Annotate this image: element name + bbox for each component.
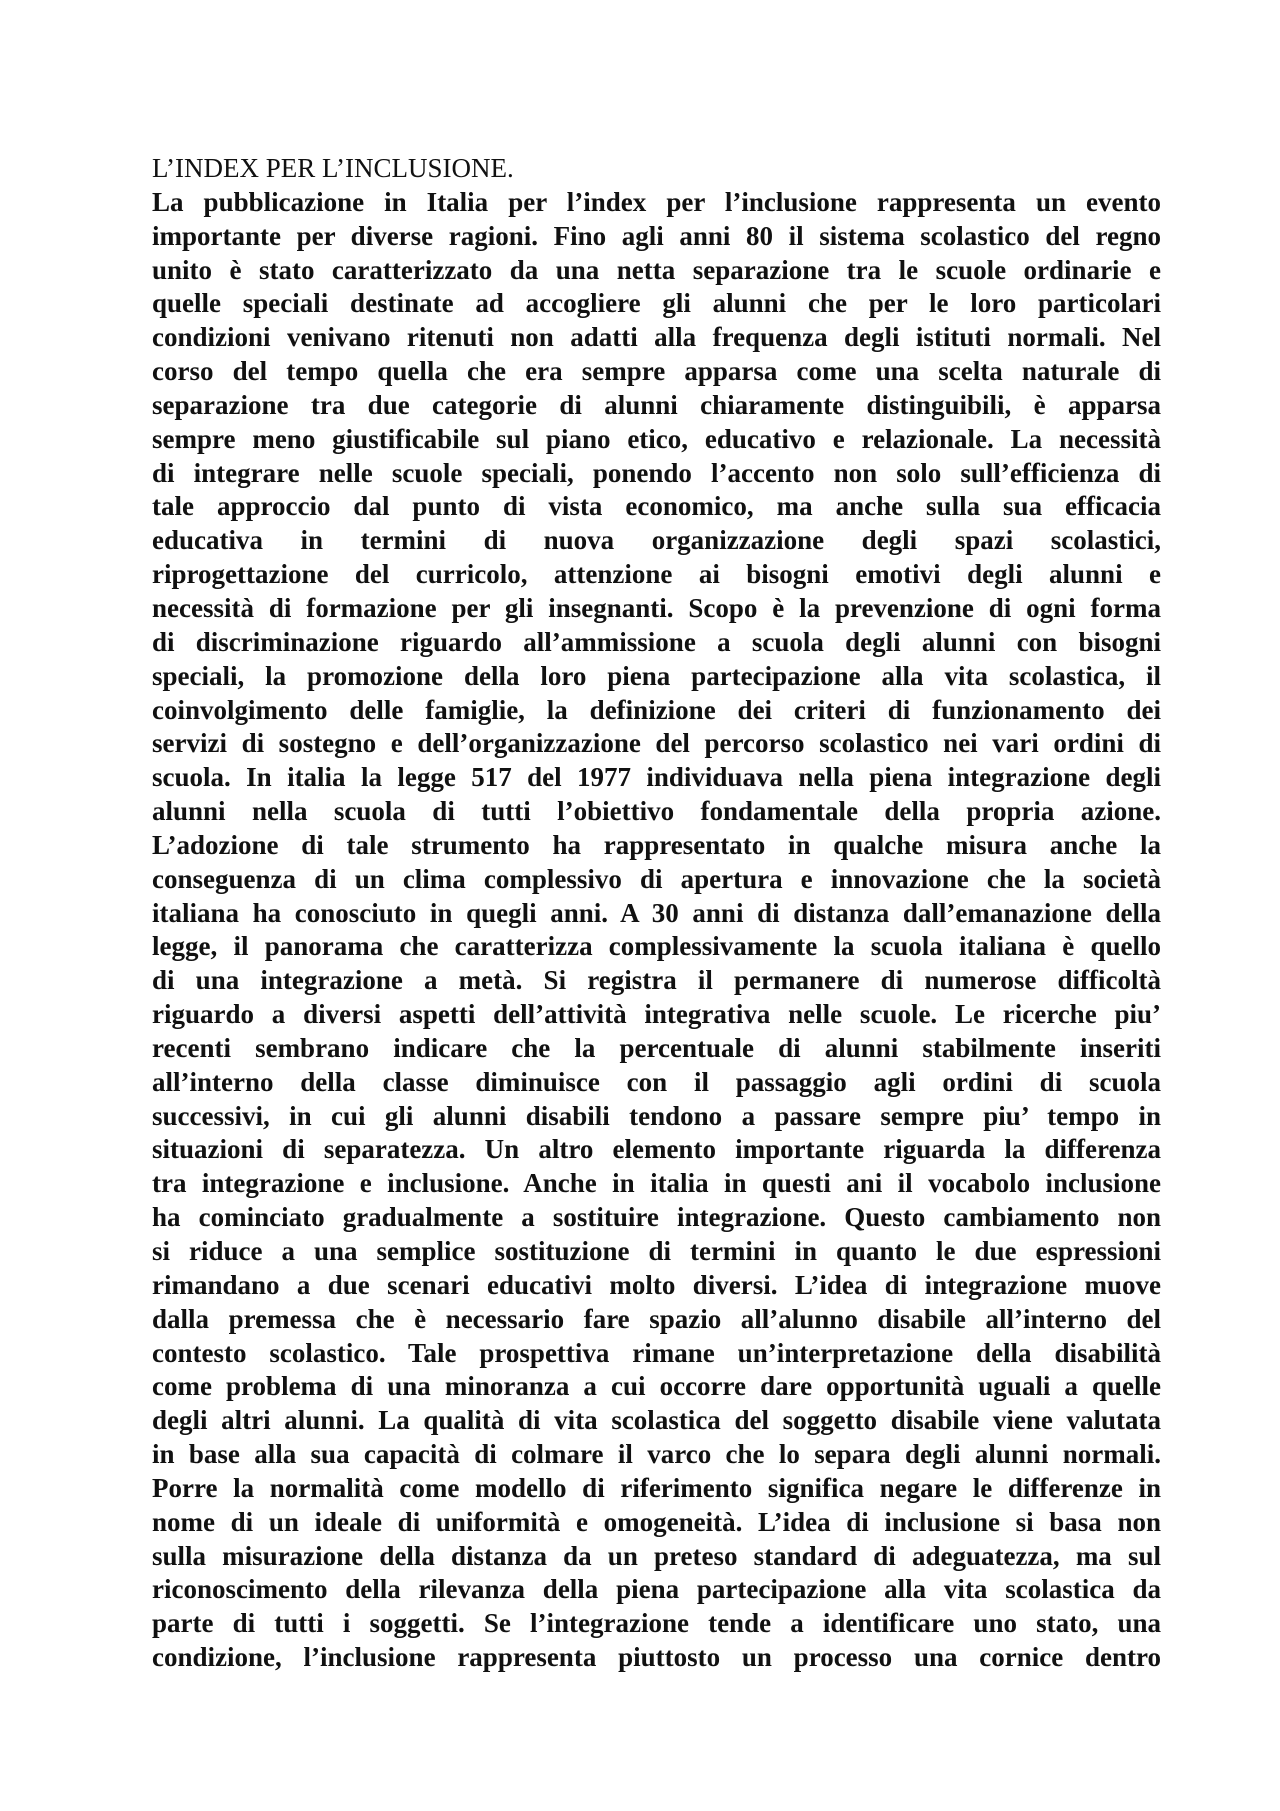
body-line: necessità di formazione per gli insegnanti. Scopo è la prevenzione di ogni forma: [152, 592, 1161, 623]
body-line: scuola. In italia la legge 517 del 1977 individuava nella piena integrazione degli: [152, 762, 1161, 793]
body-line: riconoscimento della rilevanza della piena partecipazione alla vita scolastica da: [152, 1574, 1161, 1605]
body-line: condizioni venivano ritenuti non adatti alla frequenza degli istituti normali. Nel: [152, 322, 1161, 353]
body-line: condizione, l’inclusione rappresenta piuttosto un processo una cornice dentro: [152, 1642, 1161, 1673]
body-line: importante per diverse ragioni. Fino agli anni 80 il sistema scolastico del regno: [152, 220, 1161, 251]
body-line: tra integrazione e inclusione. Anche in italia in questi ani il vocabolo inclusione: [152, 1168, 1161, 1199]
body-line: contesto scolastico. Tale prospettiva rimane un’interpretazione della disabilità: [152, 1337, 1161, 1368]
body-line: rimandano a due scenari educativi molto diversi. L’idea di integrazione muove: [152, 1269, 1161, 1300]
body-line: alunni nella scuola di tutti l’obiettivo fondamentale della propria azione.: [152, 796, 1161, 827]
body-line: riprogettazione del curricolo, attenzione ai bisogni emotivi degli alunni e: [152, 559, 1161, 590]
document-title: L’INDEX PER L’INCLUSIONE.: [152, 153, 514, 183]
body-line: speciali, la promozione della loro piena partecipazione alla vita scolastica, il: [152, 660, 1161, 691]
body-line: sulla misurazione della distanza da un preteso standard di adeguatezza, ma sul: [152, 1540, 1161, 1571]
body-line: di discriminazione riguardo all’ammissione a scuola degli alunni con bisogni: [152, 626, 1161, 657]
body-line: si riduce a una semplice sostituzione di termini in quanto le due espressioni: [152, 1236, 1161, 1266]
body-line: quelle speciali destinate ad accogliere gli alunni che per le loro particolari: [152, 288, 1161, 319]
body-line: di una integrazione a metà. Si registra il permanere di numerose difficoltà: [152, 965, 1161, 996]
body-line: servizi di sostegno e dell’organizzazione del percorso scolastico nei vari ordini di: [152, 728, 1161, 759]
body-line: italiana ha conosciuto in quegli anni. A 30 anni di distanza dall’emanazione della: [152, 897, 1161, 928]
body-line: corso del tempo quella che era sempre apparsa come una scelta naturale di: [152, 356, 1161, 387]
body-line: successivi, in cui gli alunni disabili tendono a passare sempre piu’ tempo in: [152, 1100, 1161, 1131]
body-line: degli altri alunni. La qualità di vita scolastica del soggetto disabile viene valutata: [152, 1405, 1161, 1436]
body-line: recenti sembrano indicare che la percentuale di alunni stabilmente inseriti: [152, 1032, 1161, 1063]
body-line: dalla premessa che è necessario fare spazio all’alunno disabile all’interno del: [152, 1303, 1161, 1334]
body-line: conseguenza di un clima complessivo di apertura e innovazione che la società: [152, 863, 1161, 894]
body-line: L’adozione di tale strumento ha rappresentato in qualche misura anche la: [152, 829, 1161, 860]
body-line: in base alla sua capacità di colmare il varco che lo separa degli alunni normali.: [152, 1439, 1161, 1470]
body-line: coinvolgimento delle famiglie, la definizione dei criteri di funzionamento dei: [152, 694, 1161, 725]
body-line: sempre meno giustificabile sul piano etico, educativo e relazionale. La necessità: [152, 423, 1161, 454]
body-line: unito è stato caratterizzato da una netta separazione tra le scuole ordinarie e: [152, 254, 1161, 285]
body-text: [152, 186, 1161, 1675]
body-line: nome di un ideale di uniformità e omogeneità. L’idea di inclusione si basa non: [152, 1506, 1161, 1537]
body-line: come problema di una minoranza a cui occorre dare opportunità uguali a quelle: [152, 1371, 1161, 1402]
body-line: educativa in termini di nuova organizzazione degli spazi scolastici,: [152, 525, 1161, 556]
body-line: riguardo a diversi aspetti dell’attività integrativa nelle scuole. Le ricerche piu’: [152, 999, 1161, 1030]
body-line: di integrare nelle scuole speciali, ponendo l’accento non solo sull’efficienza di: [152, 457, 1161, 488]
body-line: tale approccio dal punto di vista economico, ma anche sulla sua efficacia: [152, 491, 1161, 522]
document-body: [152, 152, 1161, 1675]
body-line: ha cominciato gradualmente a sostituire integrazione. Questo cambiamento non: [152, 1202, 1161, 1233]
body-line: Porre la normalità come modello di riferimento significa negare le differenze in: [152, 1472, 1161, 1503]
body-line: all’interno della classe diminuisce con il passaggio agli ordini di scuola: [152, 1066, 1161, 1097]
body-line: separazione tra due categorie di alunni chiaramente distinguibili, è apparsa: [152, 389, 1161, 420]
body-line: La pubblicazione in Italia per l’index per l’inclusione rappresenta un evento: [152, 186, 1161, 217]
body-line: situazioni di separatezza. Un altro elemento importante riguarda la differenza: [152, 1134, 1161, 1165]
body-line: legge, il panorama che caratterizza complessivamente la scuola italiana è quello: [152, 931, 1161, 962]
body-line: parte di tutti i soggetti. Se l’integrazione tende a identificare uno stato, una: [152, 1608, 1161, 1639]
